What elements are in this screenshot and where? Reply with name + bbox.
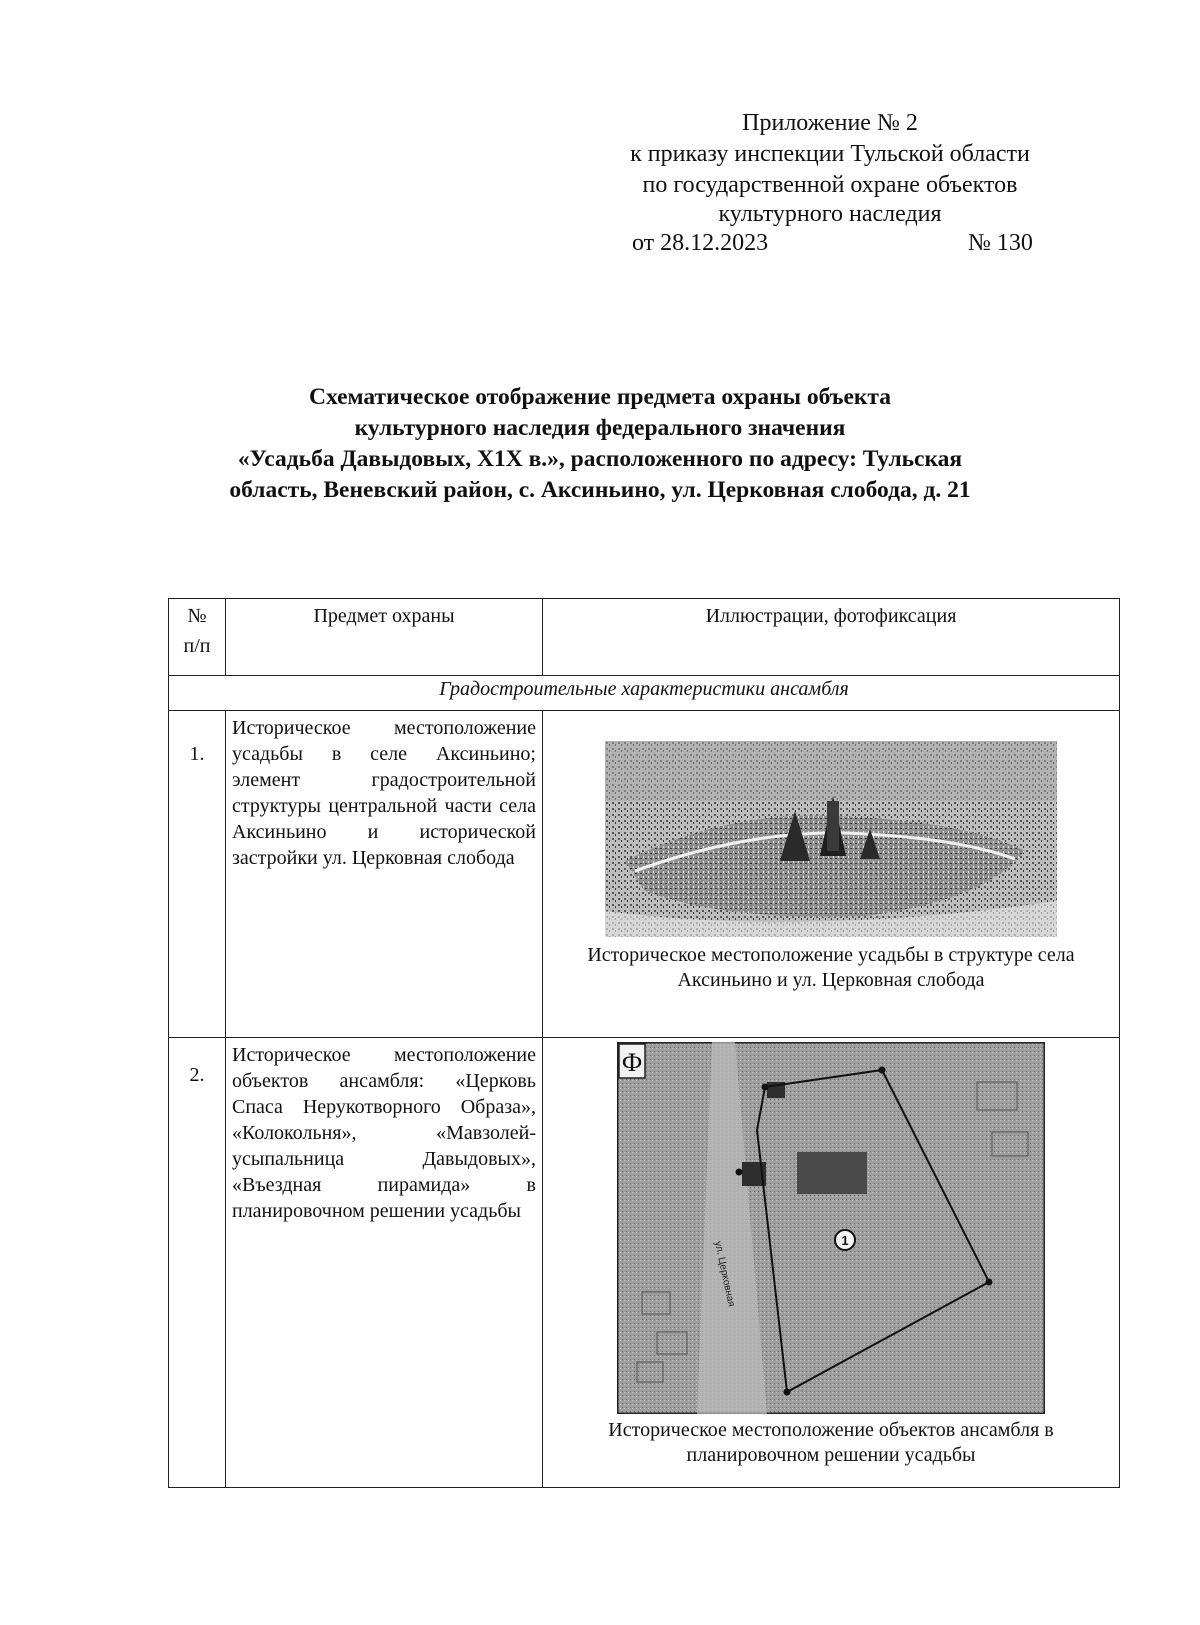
row-caption: Историческое местоположение усадьбы в структуре села Аксиньино и ул. Церковная слобода	[587, 944, 1075, 991]
row-number: 2.	[169, 1038, 226, 1488]
row-subject: Историческое местоположение усадьбы в селе Аксиньино; элемент градостроительной структуры центральной части села Аксиньино и исторической застройки ул. Церковная слобода	[226, 711, 543, 1038]
title-line-2: культурного наследия федерального значения	[354, 415, 846, 441]
annex-heritage-line: культурного наследия	[718, 201, 942, 227]
annex-order-line: к приказу инспекции Тульской области	[630, 141, 1030, 167]
annex-header	[560, 108, 1100, 259]
table-row	[169, 711, 1120, 1038]
annex-inspection-line: по государственной охране объектов	[642, 172, 1018, 198]
annex-date: от 28.12.2023	[632, 230, 769, 256]
street-label: ул. Церковная	[712, 1240, 737, 1308]
annex-date-row	[560, 228, 1100, 259]
row-subject: Историческое местоположение объектов ансамбля: «Церковь Спаса Нерукотворного Образа», «Колокольня», «Мавзолей-усыпальница Давыдовых», «Въездная пирамида» в планировочном решении усадьбы	[226, 1038, 543, 1488]
north-arrow-label: Ф	[621, 1048, 643, 1077]
annex-number: № 130	[968, 230, 1033, 256]
row-caption: Историческое местоположение объектов ансамбля в планировочном решении усадьбы	[608, 1419, 1054, 1466]
title-line-1: Схематическое отображение предмета охраны объекта	[308, 384, 892, 410]
document-title	[150, 382, 1050, 506]
section-title: Градостроительные характеристики ансамбля	[169, 676, 1120, 711]
title-line-3: «Усадьба Давыдовых, Х1Х в.», расположенного по адресу: Тульская	[237, 446, 963, 472]
aerial-photo-image	[605, 741, 1057, 937]
section-row	[169, 676, 1120, 711]
site-plan-map	[617, 1042, 1045, 1414]
protection-subject-table	[168, 598, 1120, 1488]
table-row	[169, 1038, 1120, 1488]
map-marker: 1	[841, 1233, 849, 1248]
row-illustration	[543, 711, 1120, 1038]
table-header-row	[169, 599, 1120, 676]
header-subject: Предмет охраны	[226, 599, 543, 676]
header-num: № п/п	[169, 599, 226, 676]
row-illustration	[543, 1038, 1120, 1488]
title-line-4: область, Веневский район, с. Аксиньино, ул. Церковная слобода, д. 21	[229, 477, 971, 503]
annex-title: Приложение № 2	[742, 110, 918, 136]
header-illustration: Иллюстрации, фотофиксация	[543, 599, 1120, 676]
row-number: 1.	[169, 711, 226, 1038]
